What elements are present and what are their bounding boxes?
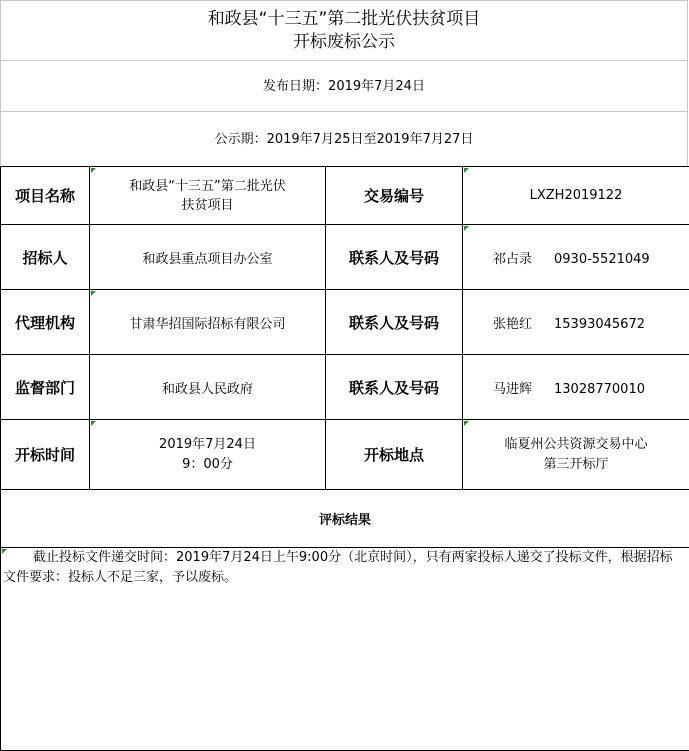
project-name-label: 项目名称	[1, 167, 90, 225]
open-time-line-2: 9：00分	[182, 456, 233, 472]
contact1-phone: 0930-5521049	[554, 251, 650, 267]
table-row	[1, 167, 689, 225]
table-row	[1, 290, 689, 355]
title-line-2: 开标废标公示	[293, 32, 395, 52]
trade-no-label: 交易编号	[326, 167, 463, 225]
contact3-name: 马进辉	[493, 381, 533, 397]
open-place-line-1: 临夏州公共资源交易中心	[504, 436, 648, 452]
table-row	[1, 225, 689, 290]
project-name-line-1: 和政县“十三五”第二批光伏	[129, 178, 286, 194]
table-row	[1, 490, 689, 548]
contact3-phone: 13028770010	[554, 381, 645, 397]
bid-info-table	[0, 166, 689, 751]
table-row	[1, 355, 689, 420]
contact1-label: 联系人及号码	[326, 225, 463, 290]
contact2-name: 张艳红	[493, 316, 533, 332]
title-line-1: 和政县“十三五”第二批光伏扶贫项目	[207, 9, 481, 29]
contact3-value	[463, 355, 689, 420]
supervisor-label: 监督部门	[1, 355, 90, 420]
publish-date: 发布日期：2019年7月24日	[0, 61, 688, 112]
result-text: 截止投标文件递交时间：2019年7月24日上午9:00分（北京时间），只有两家投标人递交了投标文件，根据招标文件要求：投标人不足三家，予以废标。	[3, 550, 673, 585]
project-name-line-2: 扶贫项目	[181, 197, 234, 213]
result-title: 评标结果	[1, 490, 689, 548]
tenderer-label: 招标人	[1, 225, 90, 290]
contact2-label: 联系人及号码	[326, 290, 463, 355]
contact1-value	[463, 225, 689, 290]
tenderer-value: 和政县重点项目办公室	[90, 225, 326, 290]
agency-value: 甘肃华招国际招标有限公司	[90, 290, 326, 355]
result-text-cell	[1, 548, 689, 751]
table-row	[1, 420, 689, 490]
open-time-value	[90, 420, 326, 490]
project-name-value	[90, 167, 326, 225]
open-place-line-2: 第三开标厅	[543, 456, 609, 472]
contact3-label: 联系人及号码	[326, 355, 463, 420]
open-time-line-1: 2019年7月24日	[159, 436, 256, 452]
contact1-name: 祁占录	[493, 251, 533, 267]
agency-label: 代理机构	[1, 290, 90, 355]
title-block	[0, 0, 688, 61]
open-place-label: 开标地点	[326, 420, 463, 490]
notice-period: 公示期：2019年7月25日至2019年7月27日	[0, 112, 688, 166]
trade-no-value: LXZH2019122	[463, 167, 689, 225]
contact2-phone: 15393045672	[554, 316, 645, 332]
table-row	[1, 548, 689, 751]
open-time-label: 开标时间	[1, 420, 90, 490]
supervisor-value: 和政县人民政府	[90, 355, 326, 420]
contact2-value	[463, 290, 689, 355]
open-place-value	[463, 420, 689, 490]
